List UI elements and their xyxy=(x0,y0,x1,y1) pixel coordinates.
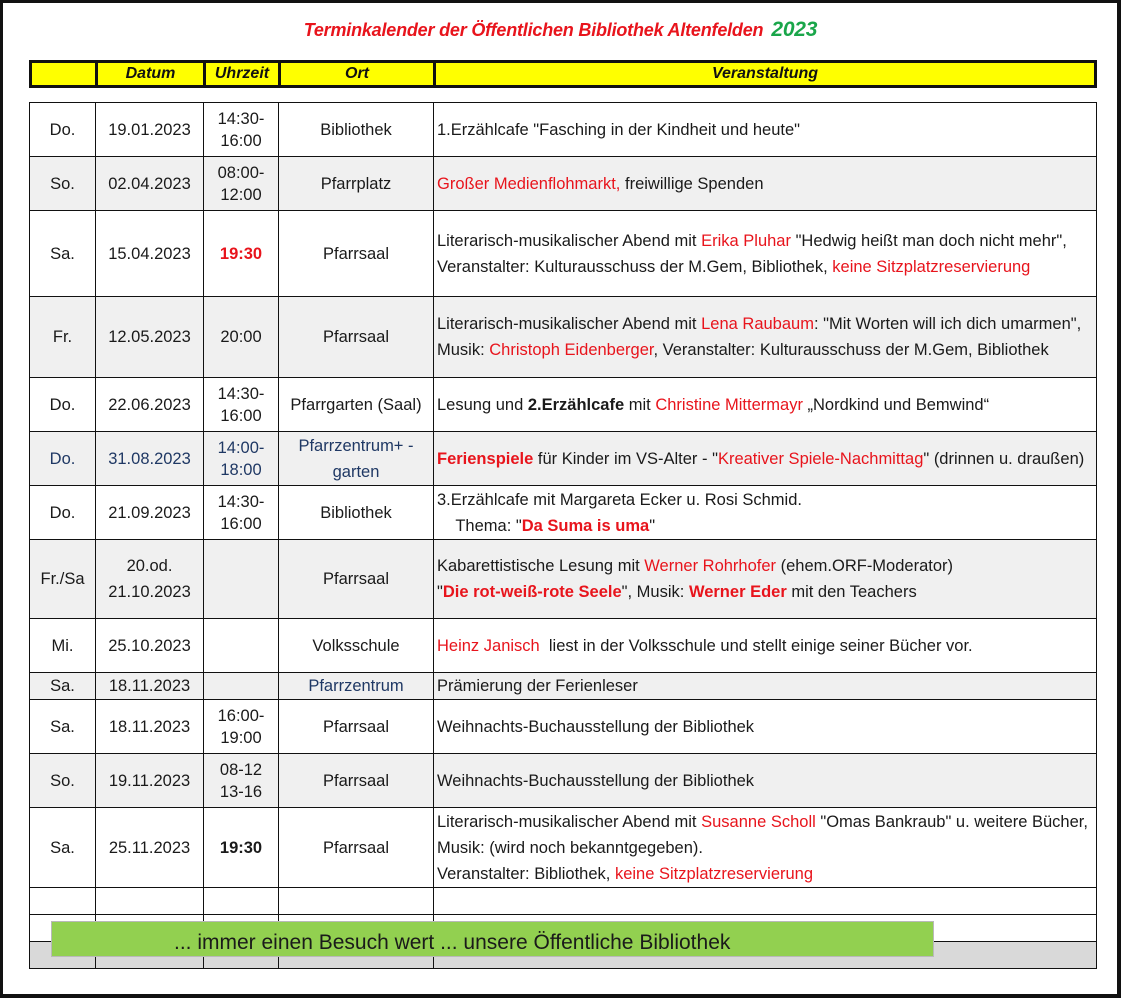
header-uhrzeit: Uhrzeit xyxy=(205,62,280,87)
time-line: 19:30 xyxy=(219,838,263,857)
table-row xyxy=(30,486,1097,540)
page-title xyxy=(0,18,1121,42)
cell-weekday: Do. xyxy=(30,432,96,486)
empty-cell xyxy=(96,888,204,915)
event-text-segment: Kabarettistische Lesung mit xyxy=(437,557,645,575)
event-text-segment: keine Sitzplatzreservierung xyxy=(832,257,1031,276)
cell-event xyxy=(434,754,1097,808)
empty-cell xyxy=(204,888,279,915)
cell-place: Pfarrsaal xyxy=(279,808,434,888)
table-row xyxy=(30,808,1097,888)
event-text-segment: ", Musik: xyxy=(621,583,689,601)
cell-event xyxy=(434,808,1097,888)
cell-time xyxy=(204,808,279,888)
event-text-segment: Ferienspiele xyxy=(437,449,534,468)
table-row xyxy=(30,157,1097,211)
title-year: 2023 xyxy=(771,18,818,41)
cell-place: Pfarrsaal xyxy=(279,211,434,297)
event-text-segment: Die rot-weiß-rote Seele xyxy=(442,583,622,601)
cell-time xyxy=(204,432,279,486)
cell-event xyxy=(434,432,1097,486)
cell-time xyxy=(204,673,279,700)
event-text-segment: "Hedwig heißt man doch nicht mehr", Veranstalter: Kulturausschuss der M.Gem, Bibliothek, xyxy=(437,231,1072,276)
cell-weekday: Fr. xyxy=(30,297,96,378)
time-line: 08:00- xyxy=(217,163,265,182)
cell-event xyxy=(434,103,1097,157)
cell-place: Volksschule xyxy=(279,619,434,673)
cell-date: 20.od. 21.10.2023 xyxy=(96,540,204,619)
cell-weekday: Do. xyxy=(30,486,96,540)
event-text-segment: Werner Eder xyxy=(688,583,787,601)
cell-weekday: So. xyxy=(30,754,96,808)
cell-date: 19.01.2023 xyxy=(96,103,204,157)
cell-event xyxy=(434,157,1097,211)
cell-event xyxy=(434,378,1097,432)
cell-place: Pfarrzentrum+ -garten xyxy=(279,432,434,486)
cell-time xyxy=(204,103,279,157)
empty-cell xyxy=(279,888,434,915)
event-text-segment: " xyxy=(437,583,443,601)
cell-time xyxy=(204,700,279,754)
event-text-segment: : "Mit Worten will ich dich umarmen", Musik: xyxy=(437,315,1086,359)
time-line: 13-16 xyxy=(219,782,263,801)
event-text-segment: Großer Medienflohmarkt, xyxy=(437,174,621,193)
cell-time xyxy=(204,486,279,540)
header-ort: Ort xyxy=(280,62,435,87)
cell-weekday: Sa. xyxy=(30,673,96,700)
event-text-segment: liest in der Volksschule und stellt einige seiner Bücher vor. xyxy=(539,636,973,655)
cell-date: 15.04.2023 xyxy=(96,211,204,297)
cell-date: 22.06.2023 xyxy=(96,378,204,432)
cell-time xyxy=(204,211,279,297)
cell-event xyxy=(434,297,1097,378)
event-text-segment: Christine Mittermayr xyxy=(655,395,803,414)
time-line: 14:00- xyxy=(217,438,265,457)
empty-row xyxy=(30,888,1097,915)
cell-date: 12.05.2023 xyxy=(96,297,204,378)
empty-cell xyxy=(30,888,96,915)
event-text-segment: „Nordkind und Bemwind“ xyxy=(802,395,990,414)
table-row xyxy=(30,700,1097,754)
cell-time xyxy=(204,157,279,211)
cell-event xyxy=(434,540,1097,619)
event-text-segment: (ehem.ORF-Moderator) xyxy=(776,557,954,575)
cell-date: 18.11.2023 xyxy=(96,700,204,754)
event-text-segment: Lena Raubaum xyxy=(701,315,814,333)
cell-event xyxy=(434,619,1097,673)
event-text-segment: "Omas Bankraub" u. weitere Bücher, Musik: (wird noch bekanntgegeben). xyxy=(437,812,1093,857)
cell-weekday: Do. xyxy=(30,103,96,157)
cell-date: 31.08.2023 xyxy=(96,432,204,486)
cell-place: Pfarrsaal xyxy=(279,754,434,808)
cell-time xyxy=(204,619,279,673)
cell-date: 25.11.2023 xyxy=(96,808,204,888)
cell-weekday: Fr./Sa xyxy=(30,540,96,619)
cell-place: Pfarrgarten (Saal) xyxy=(279,378,434,432)
cell-place: Pfarrzentrum xyxy=(279,673,434,700)
event-text-segment: Literarisch-musikalischer Abend mit xyxy=(437,812,702,831)
event-text-segment: Literarisch-musikalischer Abend mit xyxy=(437,231,702,250)
cell-date: 25.10.2023 xyxy=(96,619,204,673)
table-row xyxy=(30,754,1097,808)
event-text-segment: Susanne Scholl xyxy=(701,812,816,831)
event-text-segment: Da Suma is uma xyxy=(521,516,650,535)
table-row xyxy=(30,103,1097,157)
time-line: 20:00 xyxy=(220,328,262,346)
time-line: 12:00 xyxy=(220,185,262,204)
time-line: 14:30- xyxy=(217,109,265,128)
cell-date: 02.04.2023 xyxy=(96,157,204,211)
header-datum: Datum xyxy=(97,62,205,87)
time-line: 19:30 xyxy=(219,244,263,263)
table-row xyxy=(30,619,1097,673)
table-row xyxy=(30,211,1097,297)
time-line: 14:30- xyxy=(217,384,265,403)
event-text-segment: Veranstalter: Bibliothek, xyxy=(437,864,615,883)
cell-date: 19.11.2023 xyxy=(96,754,204,808)
event-text-segment: Kreativer Spiele-Nachmittag xyxy=(717,449,924,468)
event-text-segment: Weihnachts-Buchausstellung der Bibliothek xyxy=(437,771,755,790)
cell-place: Pfarrsaal xyxy=(279,700,434,754)
event-text-segment: Werner Rohrhofer xyxy=(644,557,777,575)
event-text-segment: Heinz Janisch xyxy=(437,636,540,655)
cell-place: Pfarrsaal xyxy=(279,297,434,378)
time-line: 14:30- xyxy=(217,492,265,511)
cell-weekday: Sa. xyxy=(30,808,96,888)
event-text-segment: für Kinder im VS-Alter - " xyxy=(533,449,718,468)
cell-event xyxy=(434,486,1097,540)
cell-weekday: Sa. xyxy=(30,211,96,297)
table-row xyxy=(30,378,1097,432)
event-text-segment: keine Sitzplatzreservierung xyxy=(614,864,814,883)
event-text-segment: 1.Erzählcafe "Fasching in der Kindheit und heute" xyxy=(437,120,801,139)
time-line: 16:00 xyxy=(220,514,262,533)
event-text-segment: 2.Erzählcafe xyxy=(527,395,625,414)
cell-date: 18.11.2023 xyxy=(96,673,204,700)
title-text: Terminkalender der Öffentlichen Bibliothek Altenfelden xyxy=(303,20,764,40)
cell-time xyxy=(204,540,279,619)
event-text-segment: Prämierung der Ferienleser xyxy=(437,677,638,695)
time-line: 16:00- xyxy=(217,706,265,725)
table-row xyxy=(30,432,1097,486)
event-text-segment: Erika Pluhar xyxy=(701,231,791,250)
cell-weekday: So. xyxy=(30,157,96,211)
event-text-segment: " (drinnen u. draußen) xyxy=(923,449,1085,468)
empty-cell xyxy=(434,888,1097,915)
event-text-segment: Thema: " xyxy=(437,516,522,535)
cell-place: Pfarrsaal xyxy=(279,540,434,619)
event-text-segment: mit xyxy=(624,395,656,414)
header-veranstaltung: Veranstaltung xyxy=(435,62,1096,87)
cell-time xyxy=(204,297,279,378)
table-row xyxy=(30,297,1097,378)
table-row xyxy=(30,540,1097,619)
header-row xyxy=(29,60,1097,88)
table-row xyxy=(30,673,1097,700)
event-text-segment: " xyxy=(649,516,656,535)
cell-time xyxy=(204,754,279,808)
cell-weekday: Sa. xyxy=(30,700,96,754)
time-line: 16:00 xyxy=(220,131,262,150)
cell-event xyxy=(434,673,1097,700)
event-text-segment: 3.Erzählcafe mit Margareta Ecker u. Rosi Schmid. xyxy=(437,490,802,509)
time-line: 19:00 xyxy=(220,728,262,747)
event-text-segment: Weihnachts-Buchausstellung der Bibliothek xyxy=(437,717,755,736)
event-text-segment: Christoph Eidenberger xyxy=(489,341,654,359)
time-line: 18:00 xyxy=(220,460,262,479)
cell-event xyxy=(434,211,1097,297)
banner: ... immer einen Besuch wert ... unsere Öffentliche Bibliothek xyxy=(51,921,934,957)
cell-place: Bibliothek xyxy=(279,103,434,157)
header-weekday xyxy=(31,62,97,87)
event-text-segment: Lesung und xyxy=(437,395,528,414)
cell-weekday: Do. xyxy=(30,378,96,432)
cell-time xyxy=(204,378,279,432)
time-line: 08-12 xyxy=(219,760,263,779)
cell-place: Pfarrplatz xyxy=(279,157,434,211)
event-text-segment: Literarisch-musikalischer Abend mit xyxy=(437,315,702,333)
events-table xyxy=(29,102,1097,969)
event-text-segment: freiwillige Spenden xyxy=(620,174,764,193)
event-text-segment: , Veranstalter: Kulturausschuss der M.Gem, Bibliothek xyxy=(653,341,1049,359)
event-text-segment: mit den Teachers xyxy=(786,583,917,601)
time-line: 16:00 xyxy=(220,406,262,425)
cell-weekday: Mi. xyxy=(30,619,96,673)
cell-event xyxy=(434,700,1097,754)
cell-place: Bibliothek xyxy=(279,486,434,540)
cell-date: 21.09.2023 xyxy=(96,486,204,540)
